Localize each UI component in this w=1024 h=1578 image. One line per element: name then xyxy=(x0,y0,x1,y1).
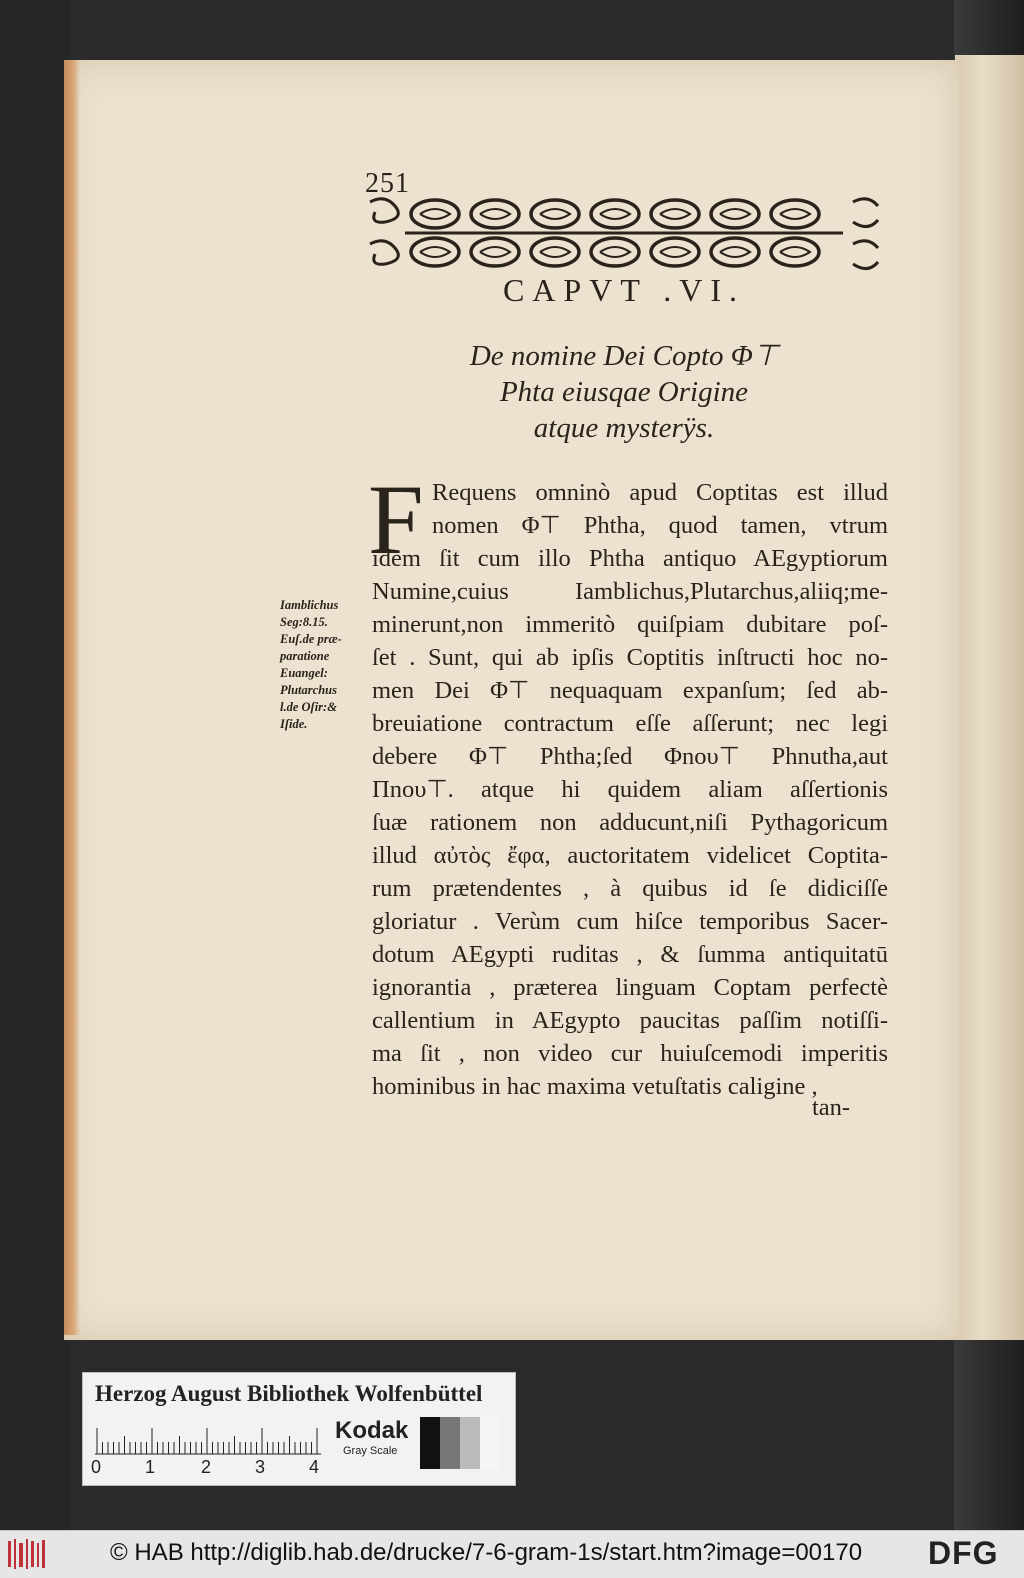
body-line: rum prætendentes , à quibus id ſe didiciſſe xyxy=(372,875,888,902)
marginal-line: Iſide. xyxy=(280,717,308,731)
body-line: Numine,cuius Iamblichus,Plutarchus,aliiq;me- xyxy=(372,578,888,605)
headpiece-ornament xyxy=(365,192,883,274)
body-line: callentium in AEgypto paucitas paſſim notiſſi- xyxy=(372,1007,888,1034)
marginal-line: Plutarchus xyxy=(280,683,337,697)
marginal-line: Euſ.de præ- xyxy=(280,632,342,646)
body-line: idem ſit cum illo Phtha antiquo AEgyptiorum xyxy=(372,545,888,572)
marginal-note xyxy=(280,597,364,733)
marginal-line: Seg:8.15. xyxy=(280,615,328,629)
body-line: ma ſit , non video cur huiuſcemodi imperitis xyxy=(372,1040,888,1067)
body-line: ſuæ rationem non adducunt,niſi Pythagoricum xyxy=(372,809,888,836)
gray-swatches xyxy=(420,1417,500,1469)
facing-page-edge xyxy=(955,55,1024,1340)
body-line: Requens omninò apud Coptitas est illud xyxy=(432,479,888,506)
ruler-label: 1 xyxy=(145,1457,156,1477)
marginal-line: Iamblichus xyxy=(280,598,339,612)
barcode-icon xyxy=(6,1537,48,1571)
drop-cap: F xyxy=(368,464,424,575)
dfg-logo: DFG xyxy=(928,1535,999,1571)
ruler-label: 4 xyxy=(309,1457,320,1477)
subtitle-line: De nomine Dei Copto Φ⊤ xyxy=(469,340,779,372)
body-line: breuiatione contractum eſſe aſſerunt; nec legi xyxy=(372,710,888,737)
ruler-label: 2 xyxy=(201,1457,212,1477)
marginal-line: l.de Oſir:& xyxy=(280,700,337,714)
library-name: Herzog August Bibliothek Wolfenbüttel xyxy=(95,1381,483,1406)
ruler-label: 3 xyxy=(255,1457,266,1477)
body-line: minerunt,non immeritò quiſpiam dubitare poſ- xyxy=(372,611,888,638)
ruler-scale xyxy=(95,1425,321,1455)
gray-scale-label: Gray Scale xyxy=(343,1445,398,1457)
body-line: men Dei Φ⊤ nequaquam expanſum; ſed ab- xyxy=(372,677,888,704)
gray-swatch xyxy=(440,1417,460,1469)
kodak-logo: Kodak xyxy=(335,1417,409,1444)
ruler-label: 0 xyxy=(91,1457,102,1477)
body-line: ſet . Sunt, qui ab ipſis Coptitis inſtructi hoc no- xyxy=(372,644,888,671)
body-text xyxy=(372,476,888,1103)
gray-swatch xyxy=(480,1417,500,1469)
chapter-title: CAPVT .VI. xyxy=(502,272,746,308)
page-gilt-edge xyxy=(64,60,80,1335)
body-line: gloriatur . Verùm cum hiſce temporibus Sacer- xyxy=(372,908,888,935)
body-line: debere Φ⊤ Phtha;ſed Φnoυ⊤ Phnutha,aut xyxy=(372,743,888,770)
copyright-url[interactable]: © HAB http://diglib.hab.de/drucke/7-6-gram-1s/start.htm?image=00170 xyxy=(110,1539,863,1566)
footer-bar xyxy=(0,1530,1024,1578)
body-line: illud αὐτὸς ἔφα, auctoritatem videlicet Coptita- xyxy=(372,842,888,869)
body-line: Πnoυ⊤. atque hi quidem aliam aſſertionis xyxy=(372,776,888,803)
subtitle-line: atque mysterÿs. xyxy=(533,412,715,444)
color-calibration-card xyxy=(82,1372,516,1486)
body-line: nomen Φ⊤ Phtha, quod tamen, vtrum xyxy=(432,512,888,539)
body-line: ignorantia , præterea linguam Coptam perfectè xyxy=(372,974,888,1001)
gray-swatch xyxy=(460,1417,480,1469)
marginal-line: paratione xyxy=(280,649,330,663)
chapter-subtitle xyxy=(365,338,883,446)
body-line: dotum AEgypti ruditas , & ſumma antiquitatū xyxy=(372,941,888,968)
subtitle-line: Phta eiusqae Origine xyxy=(499,376,749,408)
page-number: 251 xyxy=(365,168,410,199)
catchword: tan- xyxy=(812,1094,851,1121)
marginal-line: Euangel: xyxy=(280,666,328,680)
gray-swatch xyxy=(420,1417,440,1469)
body-line: hominibus in hac maxima vetuſtatis caligine , xyxy=(372,1073,818,1100)
scanner-background-left xyxy=(0,0,70,1530)
